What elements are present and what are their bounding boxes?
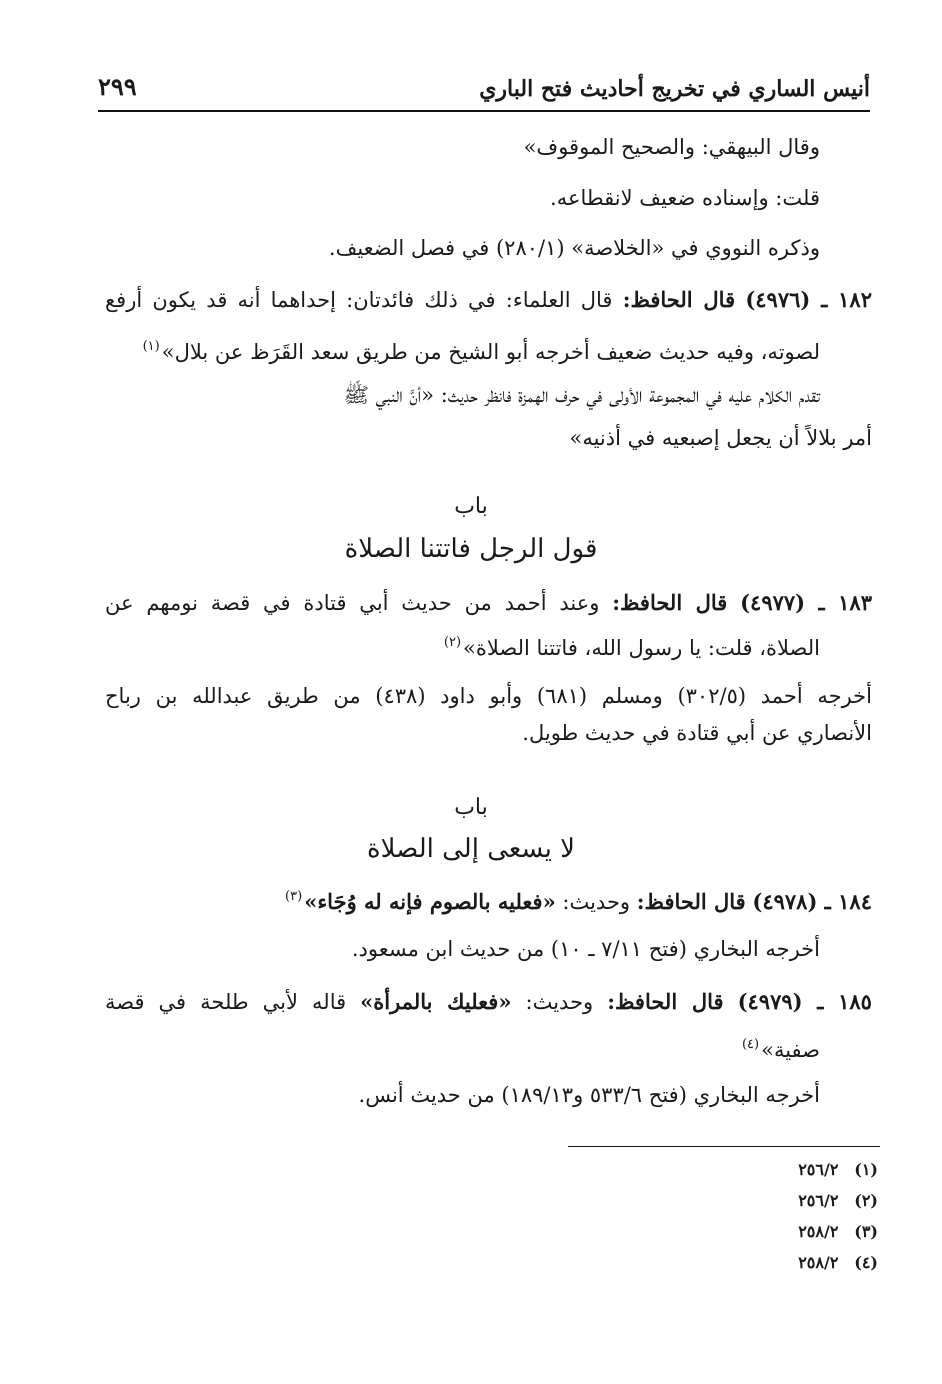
chapter-label: باب: [454, 795, 488, 820]
footnote-number: (١): [854, 1160, 878, 1179]
entry-number: ١٨٥ ـ (٤٩٧٩): [737, 989, 872, 1014]
entry-185-takhrij: أخرجه البخاري (فتح ٥٣٣/٦ و١٨٩/١٣) من حديث أنس.: [358, 1083, 820, 1107]
entry-185-line-1: [105, 987, 872, 1017]
entry-text: وحديث:: [562, 890, 631, 914]
page-number: ٢٩٩: [98, 72, 137, 101]
entry-183-line-1: [105, 588, 872, 618]
entry-185-line-2: [742, 1030, 820, 1065]
chapter-label: باب: [454, 494, 488, 519]
footnote-number: (٤): [854, 1253, 878, 1272]
text-line: وقال البيهقي: والصحيح الموقوف»: [523, 135, 820, 159]
entry-text: وحديث:: [525, 990, 594, 1014]
footnote-rule: [568, 1146, 880, 1147]
entry-text: لصوته، وفيه حديث ضعيف أخرجه أبو الشيخ من طريق سعد القَرَظ عن بلال»: [161, 340, 820, 364]
footnote-text: ٢٥٦/٢: [798, 1191, 839, 1210]
entry-label: قال الحافظ:: [612, 590, 728, 615]
footnote-ref[interactable]: (١): [142, 339, 160, 354]
footnote-text: ٢٥٨/٢: [798, 1253, 839, 1272]
footnote-ref[interactable]: (٢): [443, 635, 462, 650]
footnote-item: [798, 1222, 878, 1241]
chapter-title: لا يسعى إلى الصلاة: [367, 834, 575, 864]
entry-183-takhrij-2: الأنصاري عن أبي قتادة في حديث طويل.: [522, 721, 872, 745]
entry-label: قال الحافظ:: [607, 989, 724, 1014]
entry-184-takhrij: أخرجه البخاري (فتح ٧/١١ ـ ١٠) من حديث ابن مسعود.: [351, 937, 820, 961]
running-header-title: أنيس الساري في تخريج أحاديث فتح الباري: [479, 76, 870, 102]
entry-183-takhrij-1: أخرجه أحمد (٣٠٢/٥) ومسلم (٦٨١) وأبو داود (٤٣٨) من طريق عبدالله بن رباح: [105, 684, 872, 708]
entry-text: وعند أحمد من حديث أبي قتادة في قصة نومهم عن: [105, 591, 600, 615]
text-line: قلت: وإسناده ضعيف لانقطاعه.: [550, 186, 820, 210]
chapter-title: قول الرجل فاتتنا الصلاة: [344, 534, 598, 564]
entry-text: قاله لأبي طلحة في قصة: [105, 990, 347, 1014]
entry-label: قال الحافظ:: [622, 287, 736, 312]
header-rule: [98, 110, 870, 112]
entry-182-note-2: أمر بلالاً أن يجعل إصبعيه في أذنيه»: [569, 426, 872, 450]
entry-text: الصلاة، قلت: يا رسول الله، فاتتنا الصلاة»: [463, 636, 820, 660]
footnote-item: [798, 1253, 878, 1272]
entry-number: ١٨٢ ـ (٤٩٧٦): [745, 287, 872, 312]
entry-number: ١٨٣ ـ (٤٩٧٧): [740, 590, 872, 615]
footnote-number: (٢): [854, 1191, 878, 1210]
entry-number: ١٨٤ ـ (٤٩٧٨): [752, 889, 872, 914]
entry-text: صفية»: [761, 1038, 820, 1062]
entry-182-note-1: تقدم الكلام عليه في المجموعة الأولى في حرف الهمزة فانظر حديث: «أنَّ النبي ﷺ: [343, 383, 820, 407]
footnote-number: (٣): [854, 1222, 878, 1241]
hadith-text: «فعليه بالصوم فإنه له وُجَاء»: [304, 889, 556, 914]
footnote-text: ٢٥٨/٢: [798, 1222, 839, 1241]
entry-182-line-1: [105, 285, 872, 315]
entry-182-line-2: [143, 332, 820, 367]
entry-label: قال الحافظ:: [636, 889, 746, 914]
text-line: وذكره النووي في «الخلاصة» (٢٨٠/١) في فصل الضعيف.: [328, 236, 820, 260]
entry-text: قال العلماء: في ذلك فائدتان: إحداهما أنه قد يكون أرفع: [105, 288, 613, 312]
footnote-text: ٢٥٦/٢: [798, 1160, 839, 1179]
footnote-item: [798, 1191, 878, 1210]
hadith-text: «فعليك بالمرأة»: [360, 989, 512, 1014]
entry-184-line-1: [285, 882, 872, 917]
footnote-ref[interactable]: (٤): [741, 1037, 760, 1052]
footnote-ref[interactable]: (٣): [285, 889, 303, 904]
entry-183-line-2: [444, 628, 820, 663]
footnote-item: [798, 1160, 878, 1179]
